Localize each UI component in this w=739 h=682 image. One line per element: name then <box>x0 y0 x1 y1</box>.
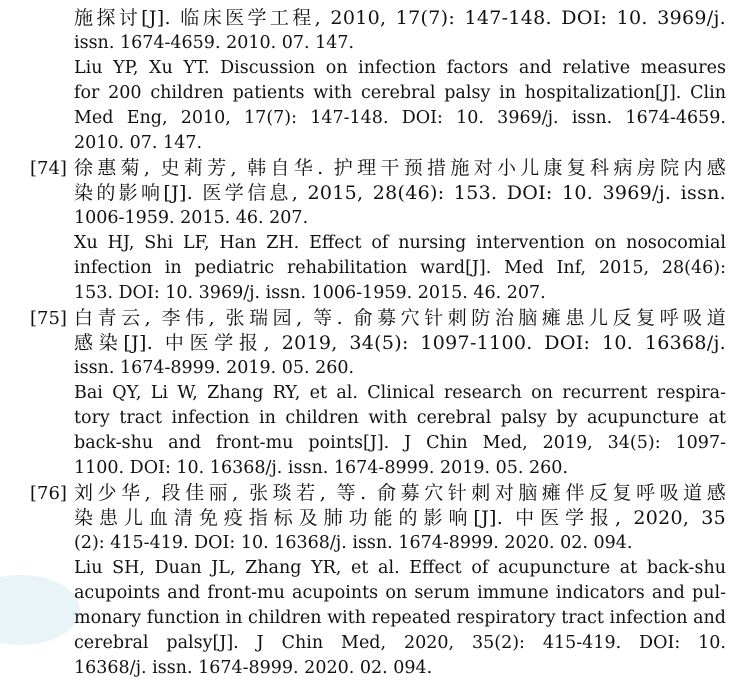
reference-line: acupoints and front-mu acupoints on serum immune indicators and pul- <box>74 583 726 603</box>
reference-line: Xu HJ, Shi LF, Han ZH. Effect of nursing intervention on nosocomial <box>74 233 726 253</box>
reference-line: for 200 children patients with cerebral palsy in hospitalization[J]. Clin <box>74 83 726 103</box>
reference-line: tory tract infection in children with cerebral palsy by acupuncture at <box>74 408 726 428</box>
reference-line: issn. 1674-8999. 2019. 05. 260. <box>74 358 355 378</box>
reference-line: Med Eng, 2010, 17(7): 147-148. DOI: 10. 3969/j. issn. 1674-4659. <box>74 108 726 128</box>
reference-line: cerebral palsy[J]. J Chin Med, 2020, 35(2): 415-419. DOI: 10. <box>74 633 726 653</box>
reference-line: 刘少华, 段佳丽, 张琰若, 等. 俞募穴针刺对脑瘫伴反复呼吸道感 <box>74 482 726 504</box>
reference-line: 徐惠菊, 史莉芳, 韩自华. 护理干预措施对小儿康复科病房院内感 <box>74 157 726 179</box>
reference-line: 感染[J]. 中医学报, 2019, 34(5): 1097-1100. DOI: 10. 16368/j. <box>74 332 726 354</box>
reference-line: back-shu and front-mu points[J]. J Chin Med, 2019, 34(5): 1097- <box>74 433 726 453</box>
reference-line: 染患儿血清免疫指标及肺功能的影响[J]. 中医学报, 2020, 35 <box>74 507 726 529</box>
reference-line: (2): 415-419. DOI: 10. 16368/j. issn. 1674-8999. 2020. 02. 094. <box>74 533 633 553</box>
watermark-logo <box>0 575 80 645</box>
reference-number: [74] <box>30 158 67 179</box>
reference-line: 染的影响[J]. 医学信息, 2015, 28(46): 153. DOI: 10. 3969/j. issn. <box>74 182 726 204</box>
reference-line: 2010. 07. 147. <box>74 133 203 153</box>
reference-body <box>74 6 726 156</box>
reference-line: 1006-1959. 2015. 46. 207. <box>74 208 309 228</box>
reference-line: 16368/j. issn. 1674-8999. 2020. 02. 094. <box>74 658 433 678</box>
reference-line: Liu YP, Xu YT. Discussion on infection factors and relative measures <box>74 58 726 78</box>
reference-line: infection in pediatric rehabilitation ward[J]. Med Inf, 2015, 28(46): <box>74 258 726 278</box>
reference-line: Liu SH, Duan JL, Zhang YR, et al. Effect of acupuncture at back-shu <box>74 558 726 578</box>
reference-number: [75] <box>30 308 67 329</box>
reference-body <box>74 306 726 481</box>
reference-line: 153. DOI: 10. 3969/j. issn. 1006-1959. 2015. 46. 207. <box>74 283 546 303</box>
reference-line: 1100. DOI: 10. 16368/j. issn. 1674-8999. 2019. 05. 260. <box>74 458 569 478</box>
reference-body <box>74 156 726 306</box>
reference-line: 施探讨[J]. 临床医学工程, 2010, 17(7): 147-148. DOI: 10. 3969/j. <box>74 7 726 29</box>
reference-line: Bai QY, Li W, Zhang RY, et al. Clinical research on recurrent respira- <box>74 383 726 403</box>
reference-body <box>74 481 726 681</box>
reference-number: [76] <box>30 483 67 504</box>
reference-line: 白青云, 李伟, 张瑞园, 等. 俞募穴针刺防治脑瘫患儿反复呼吸道 <box>74 307 726 329</box>
reference-line: issn. 1674-4659. 2010. 07. 147. <box>74 33 355 53</box>
reference-line: monary function in children with repeated respiratory tract infection and <box>74 608 726 628</box>
